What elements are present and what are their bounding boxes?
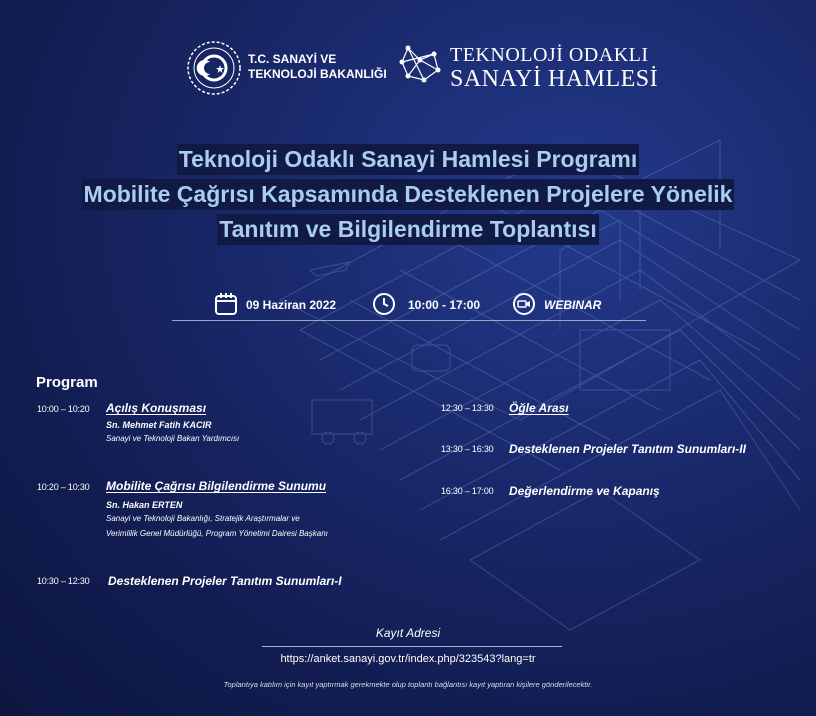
registration-note: Toplantıya katılım için kayıt yaptırmak gerekmekte olup toplantı bağlantısı kayıt yaptıran kişilere gönderilecektir. <box>223 680 593 689</box>
initiative-name-line2: SANAYİ HAMLESİ <box>450 66 659 92</box>
program-item-detail: Sanayi ve Teknoloji Bakanlığı, Stratejik Araştırmalar ve <box>106 514 300 523</box>
calendar-icon <box>214 292 238 316</box>
program-item-time: 10:20 – 10:30 <box>37 482 90 492</box>
event-title-line3: Tanıtım ve Bilgilendirme Toplantısı <box>217 214 598 245</box>
event-title-line1: Teknoloji Odaklı Sanayi Hamlesi Programı <box>177 144 639 175</box>
webinar-camera-icon <box>512 292 536 316</box>
program-item-speaker: Sn. Mehmet Fatih KACIR <box>106 420 212 430</box>
program-item-time: 10:00 – 10:20 <box>37 404 90 414</box>
event-title-line2: Mobilite Çağrısı Kapsamında Desteklenen Projelere Yönelik <box>82 179 735 210</box>
program-item-time: 10:30 – 12:30 <box>37 576 90 586</box>
event-format: WEBINAR <box>544 298 602 312</box>
program-item-detail: Verimlilik Genel Müdürlüğü, Program Yönetimi Dairesi Başkanı <box>106 529 328 538</box>
ministry-name-line2: TEKNOLOJİ BAKANLIĞI <box>248 67 387 81</box>
registration-divider <box>262 646 562 647</box>
program-item-detail: Sanayi ve Teknoloji Bakan Yardımcısı <box>106 434 240 443</box>
initiative-name-line1: TEKNOLOJİ ODAKLI <box>450 44 649 66</box>
event-time: 10:00 - 17:00 <box>408 298 481 312</box>
initiative-name <box>450 44 658 92</box>
program-item-time: 13:30 – 16:30 <box>441 444 494 454</box>
program-item-time: 12:30 – 13:30 <box>441 403 494 413</box>
event-info-row <box>172 288 646 321</box>
program-item-title: Desteklenen Projeler Tanıtım Sunumları-I <box>108 574 342 588</box>
program-item-title: Açılış Konuşması <box>106 401 207 415</box>
ministry-emblem-icon <box>186 40 242 96</box>
program-heading: Program <box>36 374 98 391</box>
program-item-title: Desteklenen Projeler Tanıtım Sunumları-II <box>509 442 746 456</box>
program-item-title: Değerlendirme ve Kapanış <box>509 484 660 498</box>
program-item-speaker: Sn. Hakan ERTEN <box>106 500 183 510</box>
registration-label: Kayıt Adresi <box>375 626 441 640</box>
registration-link[interactable]: https://anket.sanayi.gov.tr/index.php/323543?lang=tr <box>280 653 536 665</box>
ministry-name <box>248 52 387 82</box>
program-item-time: 16:30 – 17:00 <box>441 486 494 496</box>
event-date: 09 Haziran 2022 <box>246 298 337 312</box>
program-item-title: Öğle Arası <box>509 401 569 415</box>
constellation-logo-icon <box>394 40 446 92</box>
program-item-title: Mobilite Çağrısı Bilgilendirme Sunumu <box>106 479 327 493</box>
clock-icon <box>372 292 396 316</box>
ministry-name-line1: T.C. SANAYİ VE <box>248 52 337 66</box>
event-title <box>0 144 816 249</box>
